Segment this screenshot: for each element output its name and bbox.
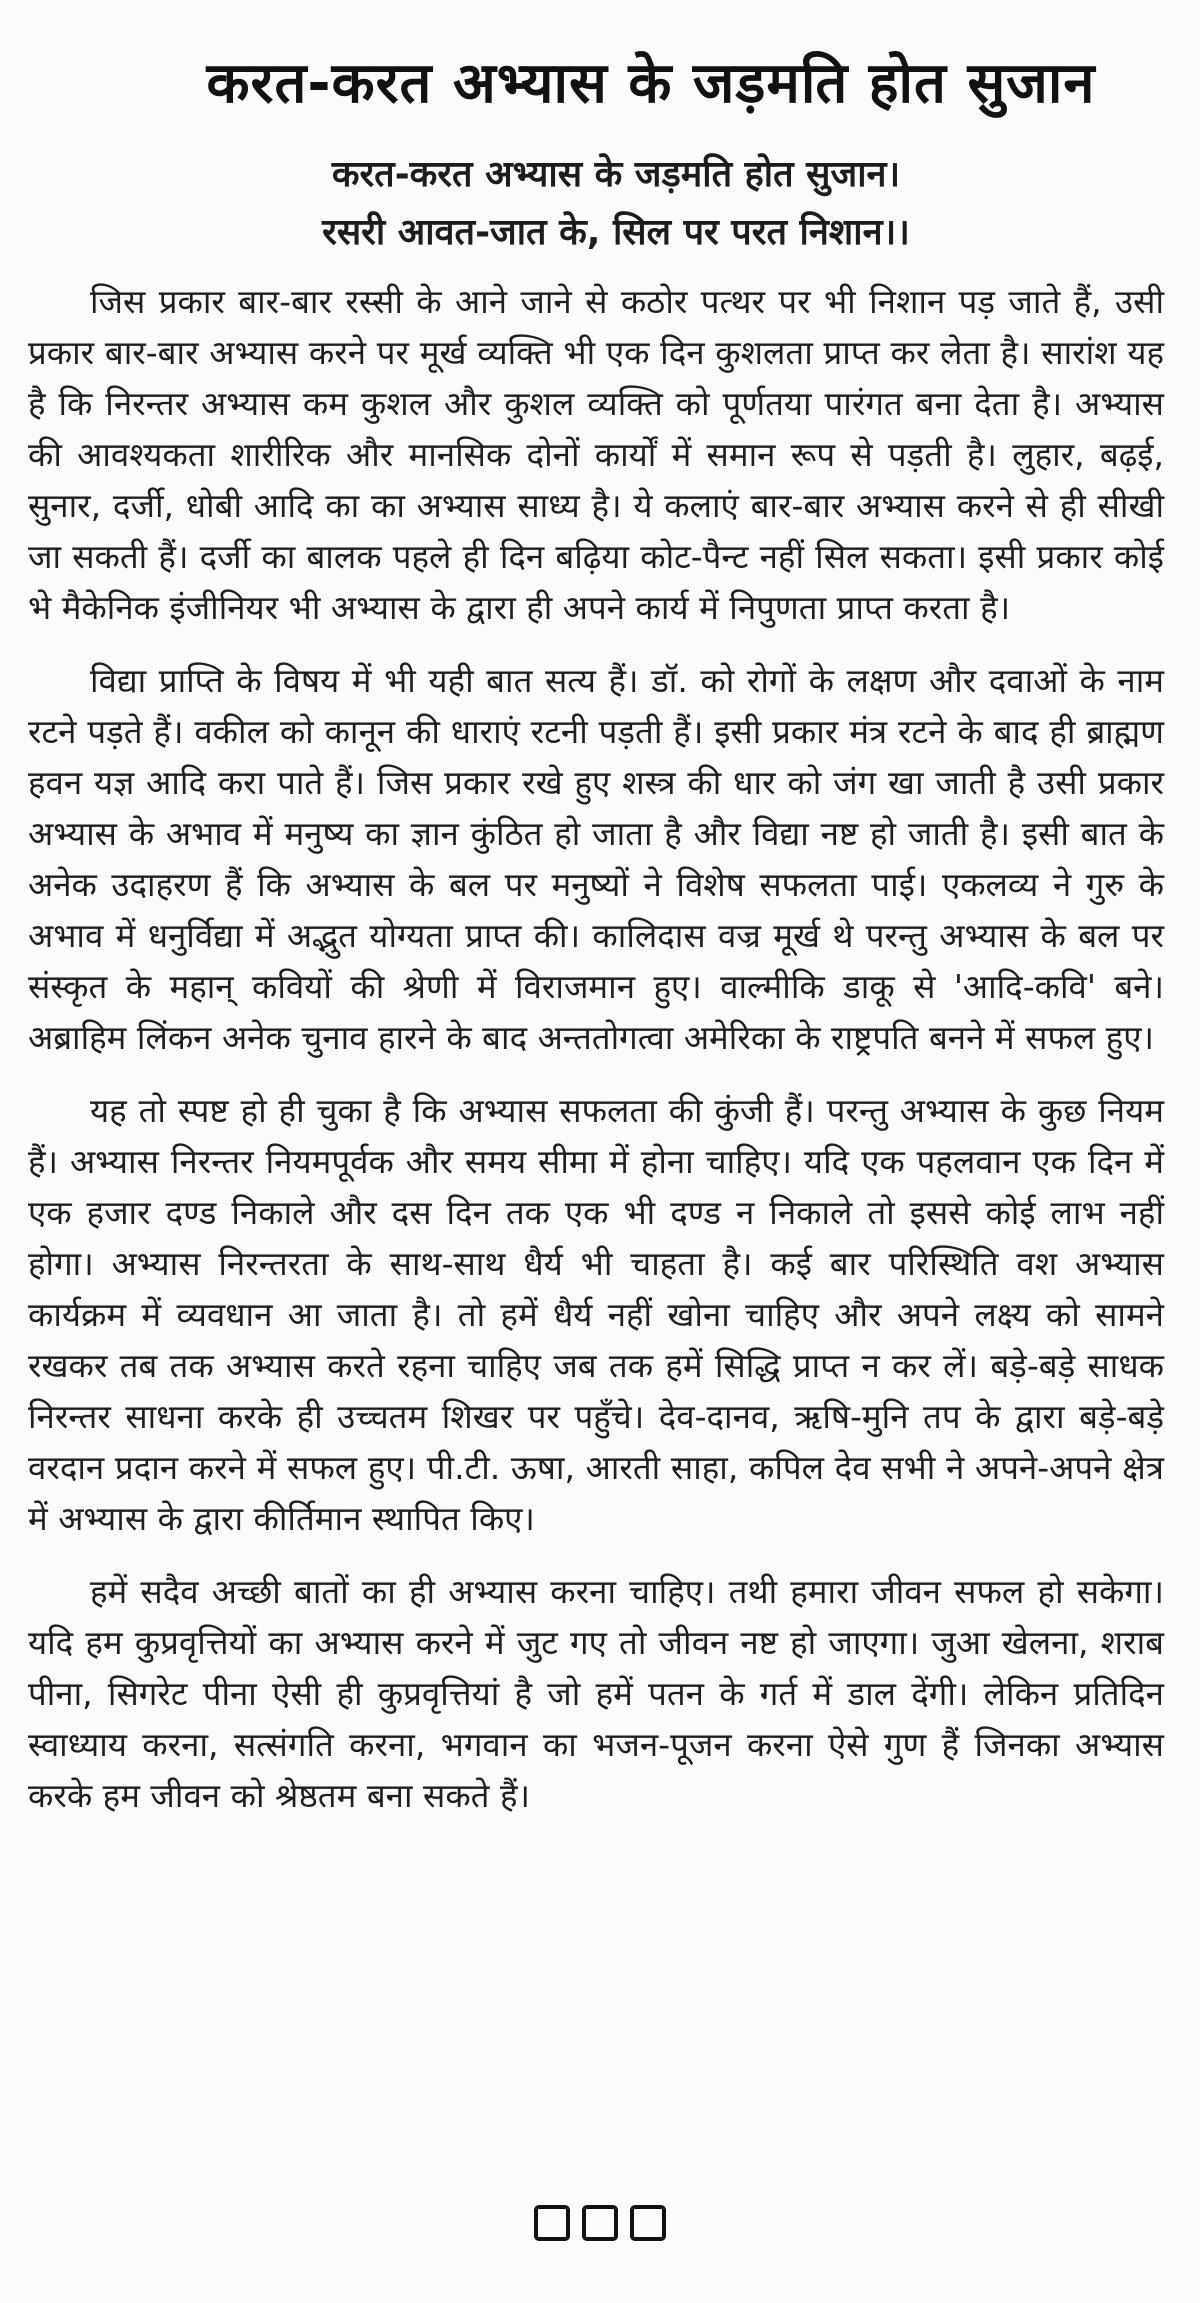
end-marker-icon	[0, 2195, 1200, 2244]
essay-title: करत-करत अभ्यास के जड़मति होत सुजान	[206, 51, 1096, 116]
square-icon	[582, 2205, 618, 2241]
square-icon	[534, 2205, 570, 2241]
paragraph-4: हमें सदैव अच्छी बातों का ही अभ्यास करना चाहिए। तथी हमारा जीवन सफल हो सकेगा। यदि हम कुप्रवृत्तियों का अभ्यास करने में जुट गए तो जीवन नष्ट हो जाएगा। जुआ खेलना, शराब पीना, सिगरेट पीना ऐसी ही कुप्रवृत्तियां है जो हमें पतन के गर्त में डाल देंगी। लेकिन प्रतिदिन स्वाध्याय करना, सत्संगति करना, भगवान का भजन-पूजन करना ऐसे गुण हैं जिनका अभ्यास करके हम जीवन को श्रेष्ठतम बना सकते हैं।	[28, 1572, 1164, 1815]
paragraph-2: विद्या प्राप्ति के विषय में भी यही बात सत्य हैं। डॉ. को रोगों के लक्षण और दवाओं के नाम रटने पड़ते हैं। वकील को कानून की धाराएं रटनी पड़ती हैं। इसी प्रकार मंत्र रटने के बाद ही ब्राह्मण हवन यज्ञ आदि करा पाते हैं। जिस प्रकार रखे हुए शस्त्र की धार को जंग खा जाती है उसी प्रकार अभ्यास के अभाव में मनुष्य का ज्ञान कुंठित हो जाता है और विद्या नष्ट हो जाती है। इसी बात के अनेक उदाहरण हैं कि अभ्यास के बल पर मनुष्यों ने विशेष सफलता पाई। एकलव्य ने गुरु के अभाव में धनुर्विद्या में अद्भुत योग्यता प्राप्त की। कालिदास वज्र मूर्ख थे परन्तु अभ्यास के बल पर संस्कृत के महान् कवियों की श्रेणी में विराजमान हुए। वाल्मीकि डाकू से 'आदि-कवि' बने। अब्राहिम लिंकन अनेक चुनाव हारने के बाद अन्ततोगत्वा अमेरिका के राष्ट्रपति बनने में सफल हुए।	[28, 661, 1164, 1057]
couplet-line-1: करत-करत अभ्यास के जड़मति होत सुजान।	[331, 154, 901, 195]
couplet-line-2: रसरी आवत-जात के, सिल पर परत निशान।।	[322, 212, 910, 253]
couplet	[28, 146, 1164, 262]
square-icon	[630, 2205, 666, 2241]
paragraph-1: जिस प्रकार बार-बार रस्सी के आने जाने से कठोर पत्थर पर भी निशान पड़ जाते हैं, उसी प्रकार बार-बार अभ्यास करने पर मूर्ख व्यक्ति भी एक दिन कुशलता प्राप्त कर लेता है। सारांश यह है कि निरन्तर अभ्यास कम कुशल और कुशल व्यक्ति को पूर्णतया पारंगत बना देता है। अभ्यास की आवश्यकता शारीरिक और मानसिक दोनों कार्यों में समान रूप से पड़ती है। लुहार, बढ़ई, सुनार, दर्जी, धोबी आदि का का अभ्यास साध्य है। ये कलाएं बार-बार अभ्यास करने से ही सीखी जा सकती हैं। दर्जी का बालक पहले ही दिन बढ़िया कोट-पैन्ट नहीं सिल सकता। इसी प्रकार कोई भे मैकेनिक इंजीनियर भी अभ्यास के द्वारा ही अपने कार्य में निपुणता प्राप्त करता है।	[28, 282, 1164, 627]
paragraph-3: यह तो स्पष्ट हो ही चुका है कि अभ्यास सफलता की कुंजी हैं। परन्तु अभ्यास के कुछ नियम हैं। अभ्यास निरन्तर नियमपूर्वक और समय सीमा में होना चाहिए। यदि एक पहलवान एक दिन में एक हजार दण्ड निकाले और दस दिन तक एक भी दण्ड न निकाले तो इससे कोई लाभ नहीं होगा। अभ्यास निरन्तरता के साथ-साथ धैर्य भी चाहता है। कई बार परिस्थिति वश अभ्यास कार्यक्रम में व्यवधान आ जाता है। तो हमें धैर्य नहीं खोना चाहिए और अपने लक्ष्य को सामने रखकर तब तक अभ्यास करते रहना चाहिए जब तक हमें सिद्धि प्राप्त न कर लें। बड़े-बड़े साधक निरन्तर साधना करके ही उच्चतम शिखर पर पहुँचे। देव-दानव, ऋषि-मुनि तप के द्वारा बड़े-बड़े वरदान प्रदान करने में सफल हुए। पी.टी. ऊषा, आरती साहा, कपिल देव सभी ने अपने-अपने क्षेत्र में अभ्यास के द्वारा कीर्तिमान स्थापित किए।	[28, 1091, 1164, 1538]
